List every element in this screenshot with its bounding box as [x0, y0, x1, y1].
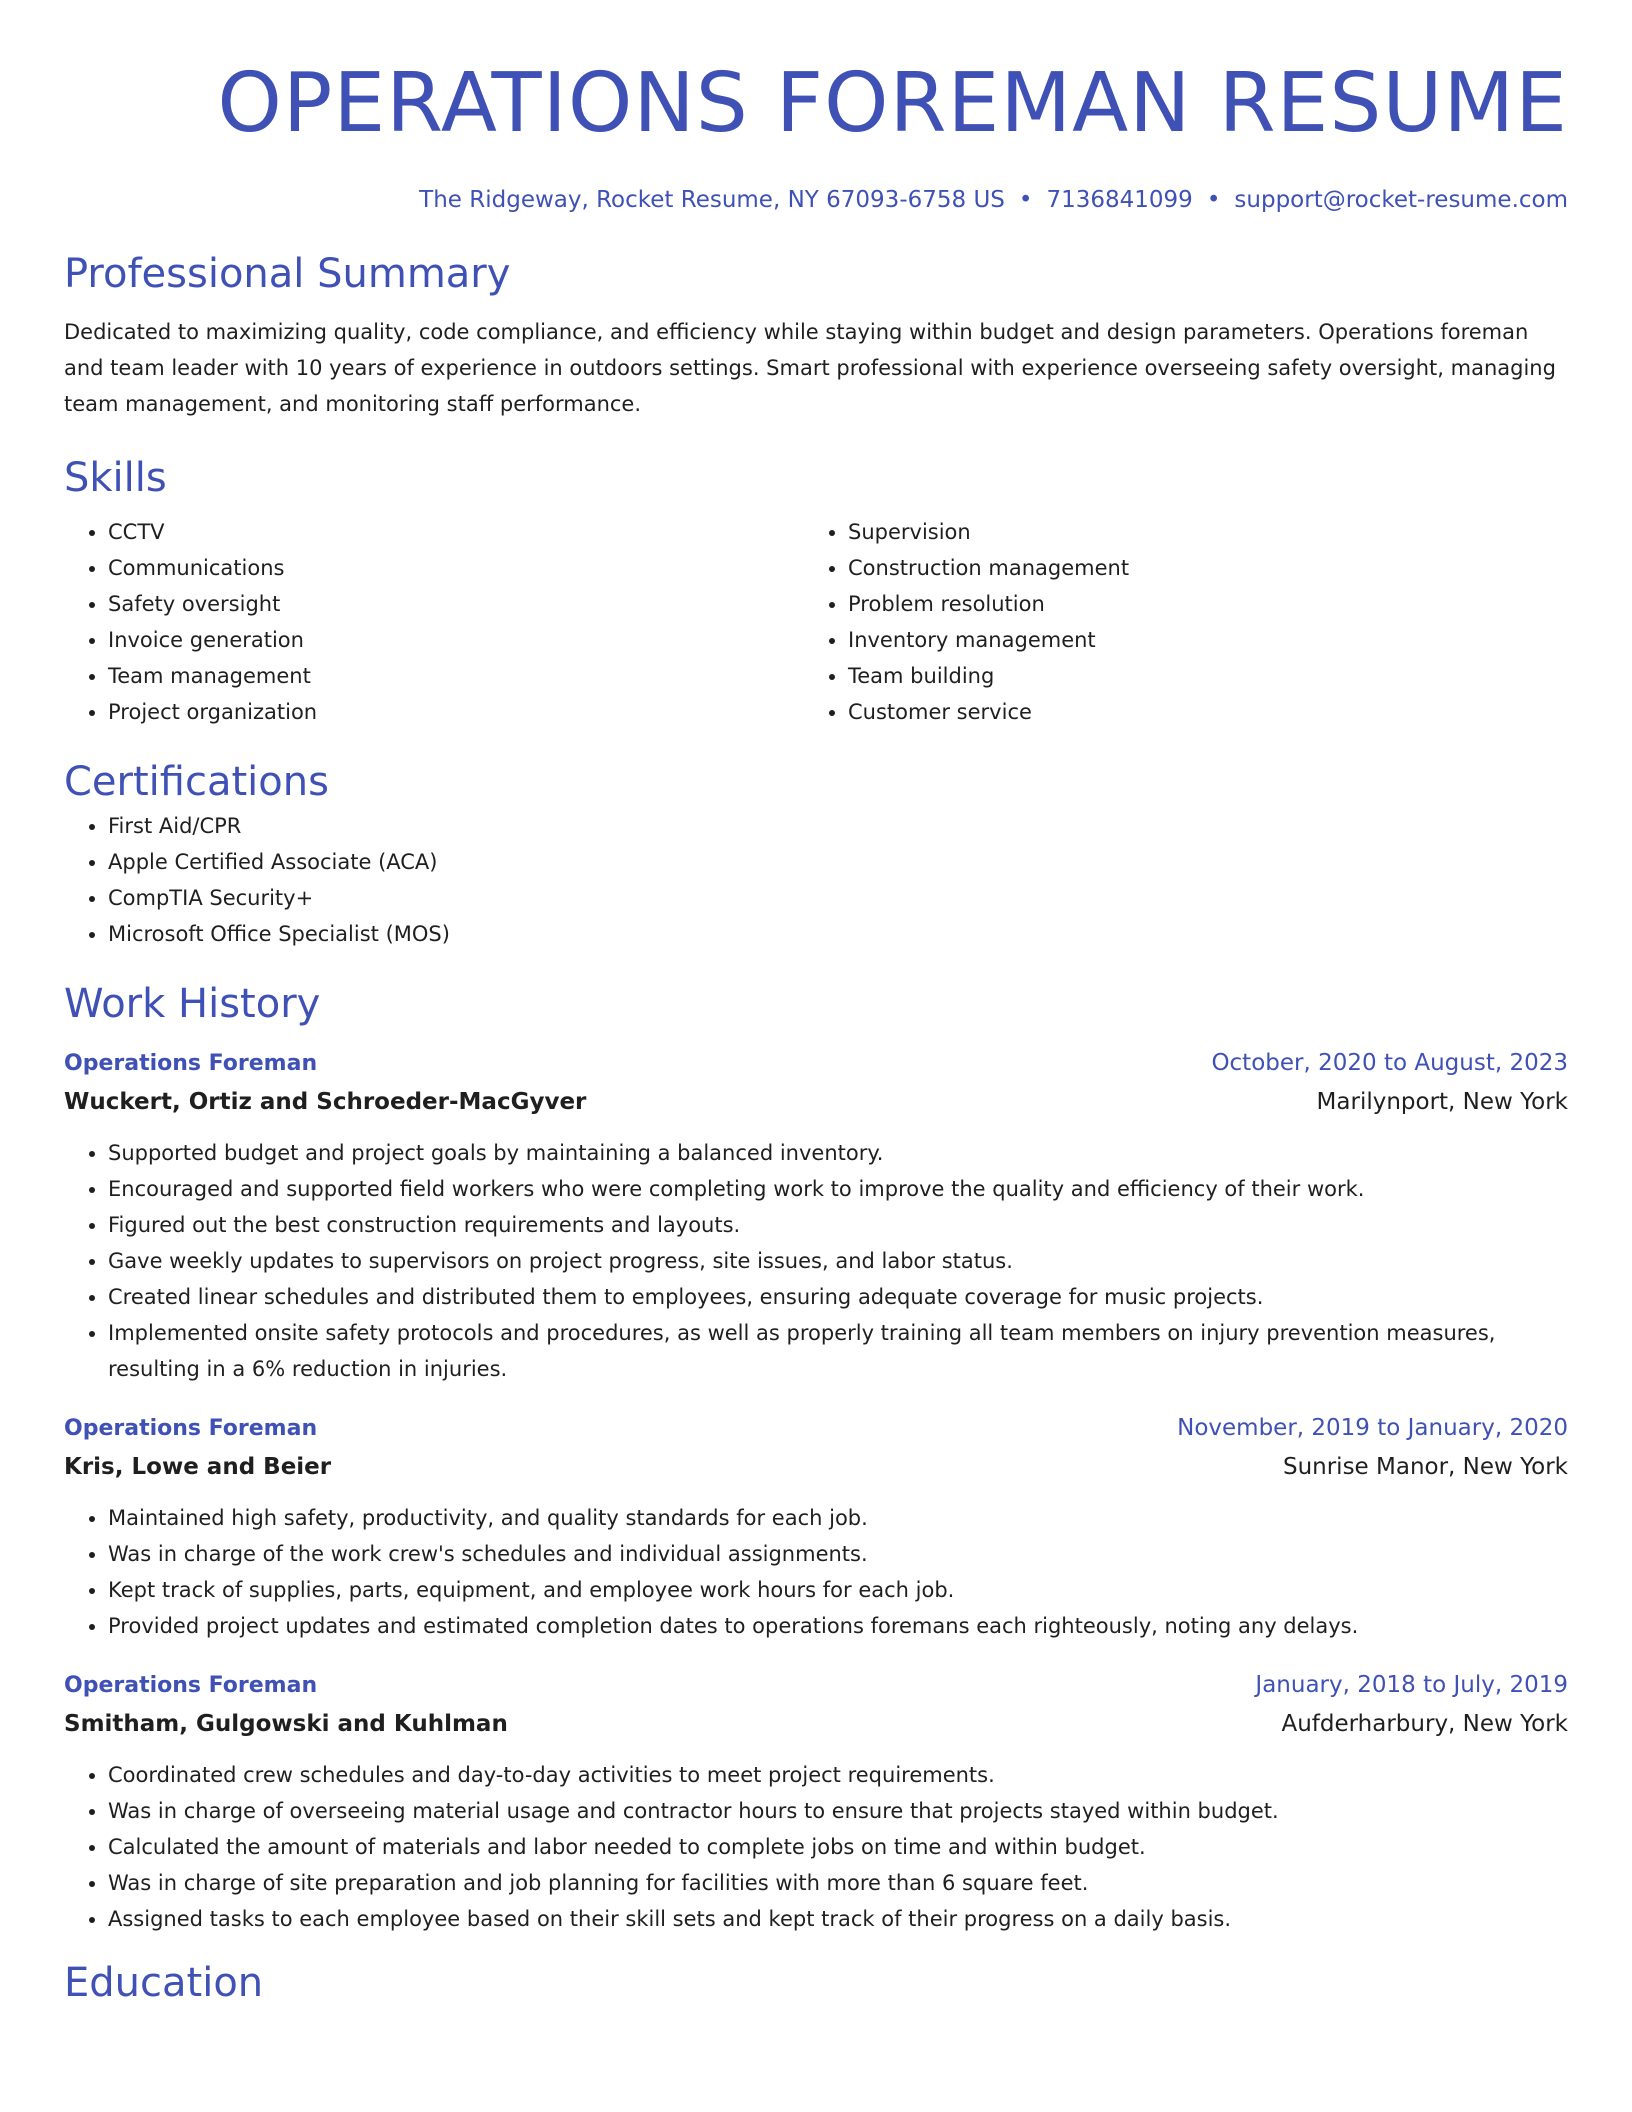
education-heading: Education: [64, 1960, 264, 2006]
skill-item: • Team building: [848, 658, 1544, 694]
job-duty-item: • Coordinated crew schedules and day-to-day activities to meet project requirements.: [108, 1757, 1568, 1793]
skill-item: • Invoice generation: [108, 622, 804, 658]
skill-item: • Team management: [108, 658, 804, 694]
skills-grid: [64, 514, 1568, 730]
job-location: Aufderharbury, New York: [1281, 1711, 1568, 1737]
job-duty-item: • Was in charge of the work crew's schedules and individual assignments.: [108, 1536, 1568, 1572]
summary-heading: Professional Summary: [64, 251, 511, 297]
skills-heading: Skills: [64, 455, 167, 501]
job-company-row: [64, 1448, 1568, 1486]
job-location: Sunrise Manor, New York: [1282, 1454, 1568, 1480]
job-entry: [64, 1044, 1568, 1387]
certification-item: • Microsoft Office Specialist (MOS): [108, 916, 1568, 952]
job-company: Smitham, Gulgowski and Kuhlman: [64, 1711, 508, 1737]
job-title: Operations Foreman: [64, 1416, 318, 1441]
work-history-heading: Work History: [64, 981, 321, 1027]
job-duty-item: • Encouraged and supported field workers who were completing work to improve the quality and efficiency of their work.: [108, 1171, 1568, 1207]
job-duties-list: [64, 1757, 1568, 1937]
skills-column-left: [64, 514, 804, 730]
job-company-row: [64, 1705, 1568, 1743]
job-company: Kris, Lowe and Beier: [64, 1454, 332, 1480]
contact-separator: •: [1206, 187, 1221, 213]
job-duty-item: • Calculated the amount of materials and labor needed to complete jobs on time and within budget.: [108, 1829, 1568, 1865]
skill-item: • Communications: [108, 550, 804, 586]
job-duty-item: • Gave weekly updates to supervisors on project progress, site issues, and labor status.: [108, 1243, 1568, 1279]
job-company-row: [64, 1083, 1568, 1121]
contact-phone: 7136841099: [1046, 187, 1193, 213]
job-duty-item: • Provided project updates and estimated completion dates to operations foremans each righteously, noting any delays.: [108, 1608, 1568, 1644]
job-duty-item: • Implemented onsite safety protocols and procedures, as well as properly training all team members on injury prevention measures, resulting in a 6% reduction in injuries.: [108, 1315, 1568, 1387]
skill-item: • Supervision: [848, 514, 1544, 550]
job-duty-item: • Supported budget and project goals by maintaining a balanced inventory.: [108, 1135, 1568, 1171]
job-dates: January, 2018 to July, 2019: [1255, 1672, 1568, 1698]
certification-item: • First Aid/CPR: [108, 808, 1568, 844]
job-duty-item: • Was in charge of overseeing material usage and contractor hours to ensure that projects stayed within budget.: [108, 1793, 1568, 1829]
job-location: Marilynport, New York: [1316, 1089, 1568, 1115]
job-entry: [64, 1666, 1568, 1937]
contact-separator: •: [1018, 187, 1033, 213]
job-duty-item: • Kept track of supplies, parts, equipment, and employee work hours for each job.: [108, 1572, 1568, 1608]
skills-list-right: [804, 514, 1544, 730]
certification-item: • Apple Certified Associate (ACA): [108, 844, 1568, 880]
job-duty-item: • Created linear schedules and distributed them to employees, ensuring adequate coverage for music projects.: [108, 1279, 1568, 1315]
job-duty-item: • Assigned tasks to each employee based on their skill sets and kept track of their progress on a daily basis.: [108, 1901, 1568, 1937]
skill-item: • Construction management: [848, 550, 1544, 586]
job-duty-item: • Maintained high safety, productivity, and quality standards for each job.: [108, 1500, 1568, 1536]
resume-header: [64, 0, 1568, 216]
certification-item: • CompTIA Security+: [108, 880, 1568, 916]
contact-address: The Ridgeway, Rocket Resume, NY 67093-6758 US: [419, 187, 1005, 213]
job-duties-list: [64, 1135, 1568, 1387]
job-entry: [64, 1409, 1568, 1644]
job-title: Operations Foreman: [64, 1051, 318, 1076]
job-dates: October, 2020 to August, 2023: [1211, 1050, 1568, 1076]
contact-email: support@rocket-resume.com: [1234, 187, 1568, 213]
summary-text: Dedicated to maximizing quality, code compliance, and efficiency while staying within budget and design parameters. Operations foreman and team leader with 10 years of experience in outdoors settings. Smart professional with experience overseeing safety oversight, managing team management, and monitoring staff performance.: [64, 320, 1556, 416]
resume-title: OPERATIONS FOREMAN RESUME: [217, 56, 1568, 151]
job-company: Wuckert, Ortiz and Schroeder-MacGyver: [64, 1089, 587, 1115]
job-duty-item: • Figured out the best construction requirements and layouts.: [108, 1207, 1568, 1243]
skill-item: • Project organization: [108, 694, 804, 730]
skills-list-left: [64, 514, 804, 730]
skills-column-right: [804, 514, 1544, 730]
job-duties-list: [64, 1500, 1568, 1644]
job-header-row: [64, 1666, 1568, 1705]
skill-item: • Customer service: [848, 694, 1544, 730]
skill-item: • Safety oversight: [108, 586, 804, 622]
job-duty-item: • Was in charge of site preparation and job planning for facilities with more than 6 square feet.: [108, 1865, 1568, 1901]
certifications-list: [64, 808, 1568, 952]
certifications-heading: Certifications: [64, 759, 329, 805]
job-title: Operations Foreman: [64, 1673, 318, 1698]
job-dates: November, 2019 to January, 2020: [1177, 1415, 1568, 1441]
skill-item: • Problem resolution: [848, 586, 1544, 622]
contact-line: [64, 184, 1568, 216]
skill-item: • CCTV: [108, 514, 804, 550]
job-header-row: [64, 1044, 1568, 1083]
skill-item: • Inventory management: [848, 622, 1544, 658]
job-header-row: [64, 1409, 1568, 1448]
